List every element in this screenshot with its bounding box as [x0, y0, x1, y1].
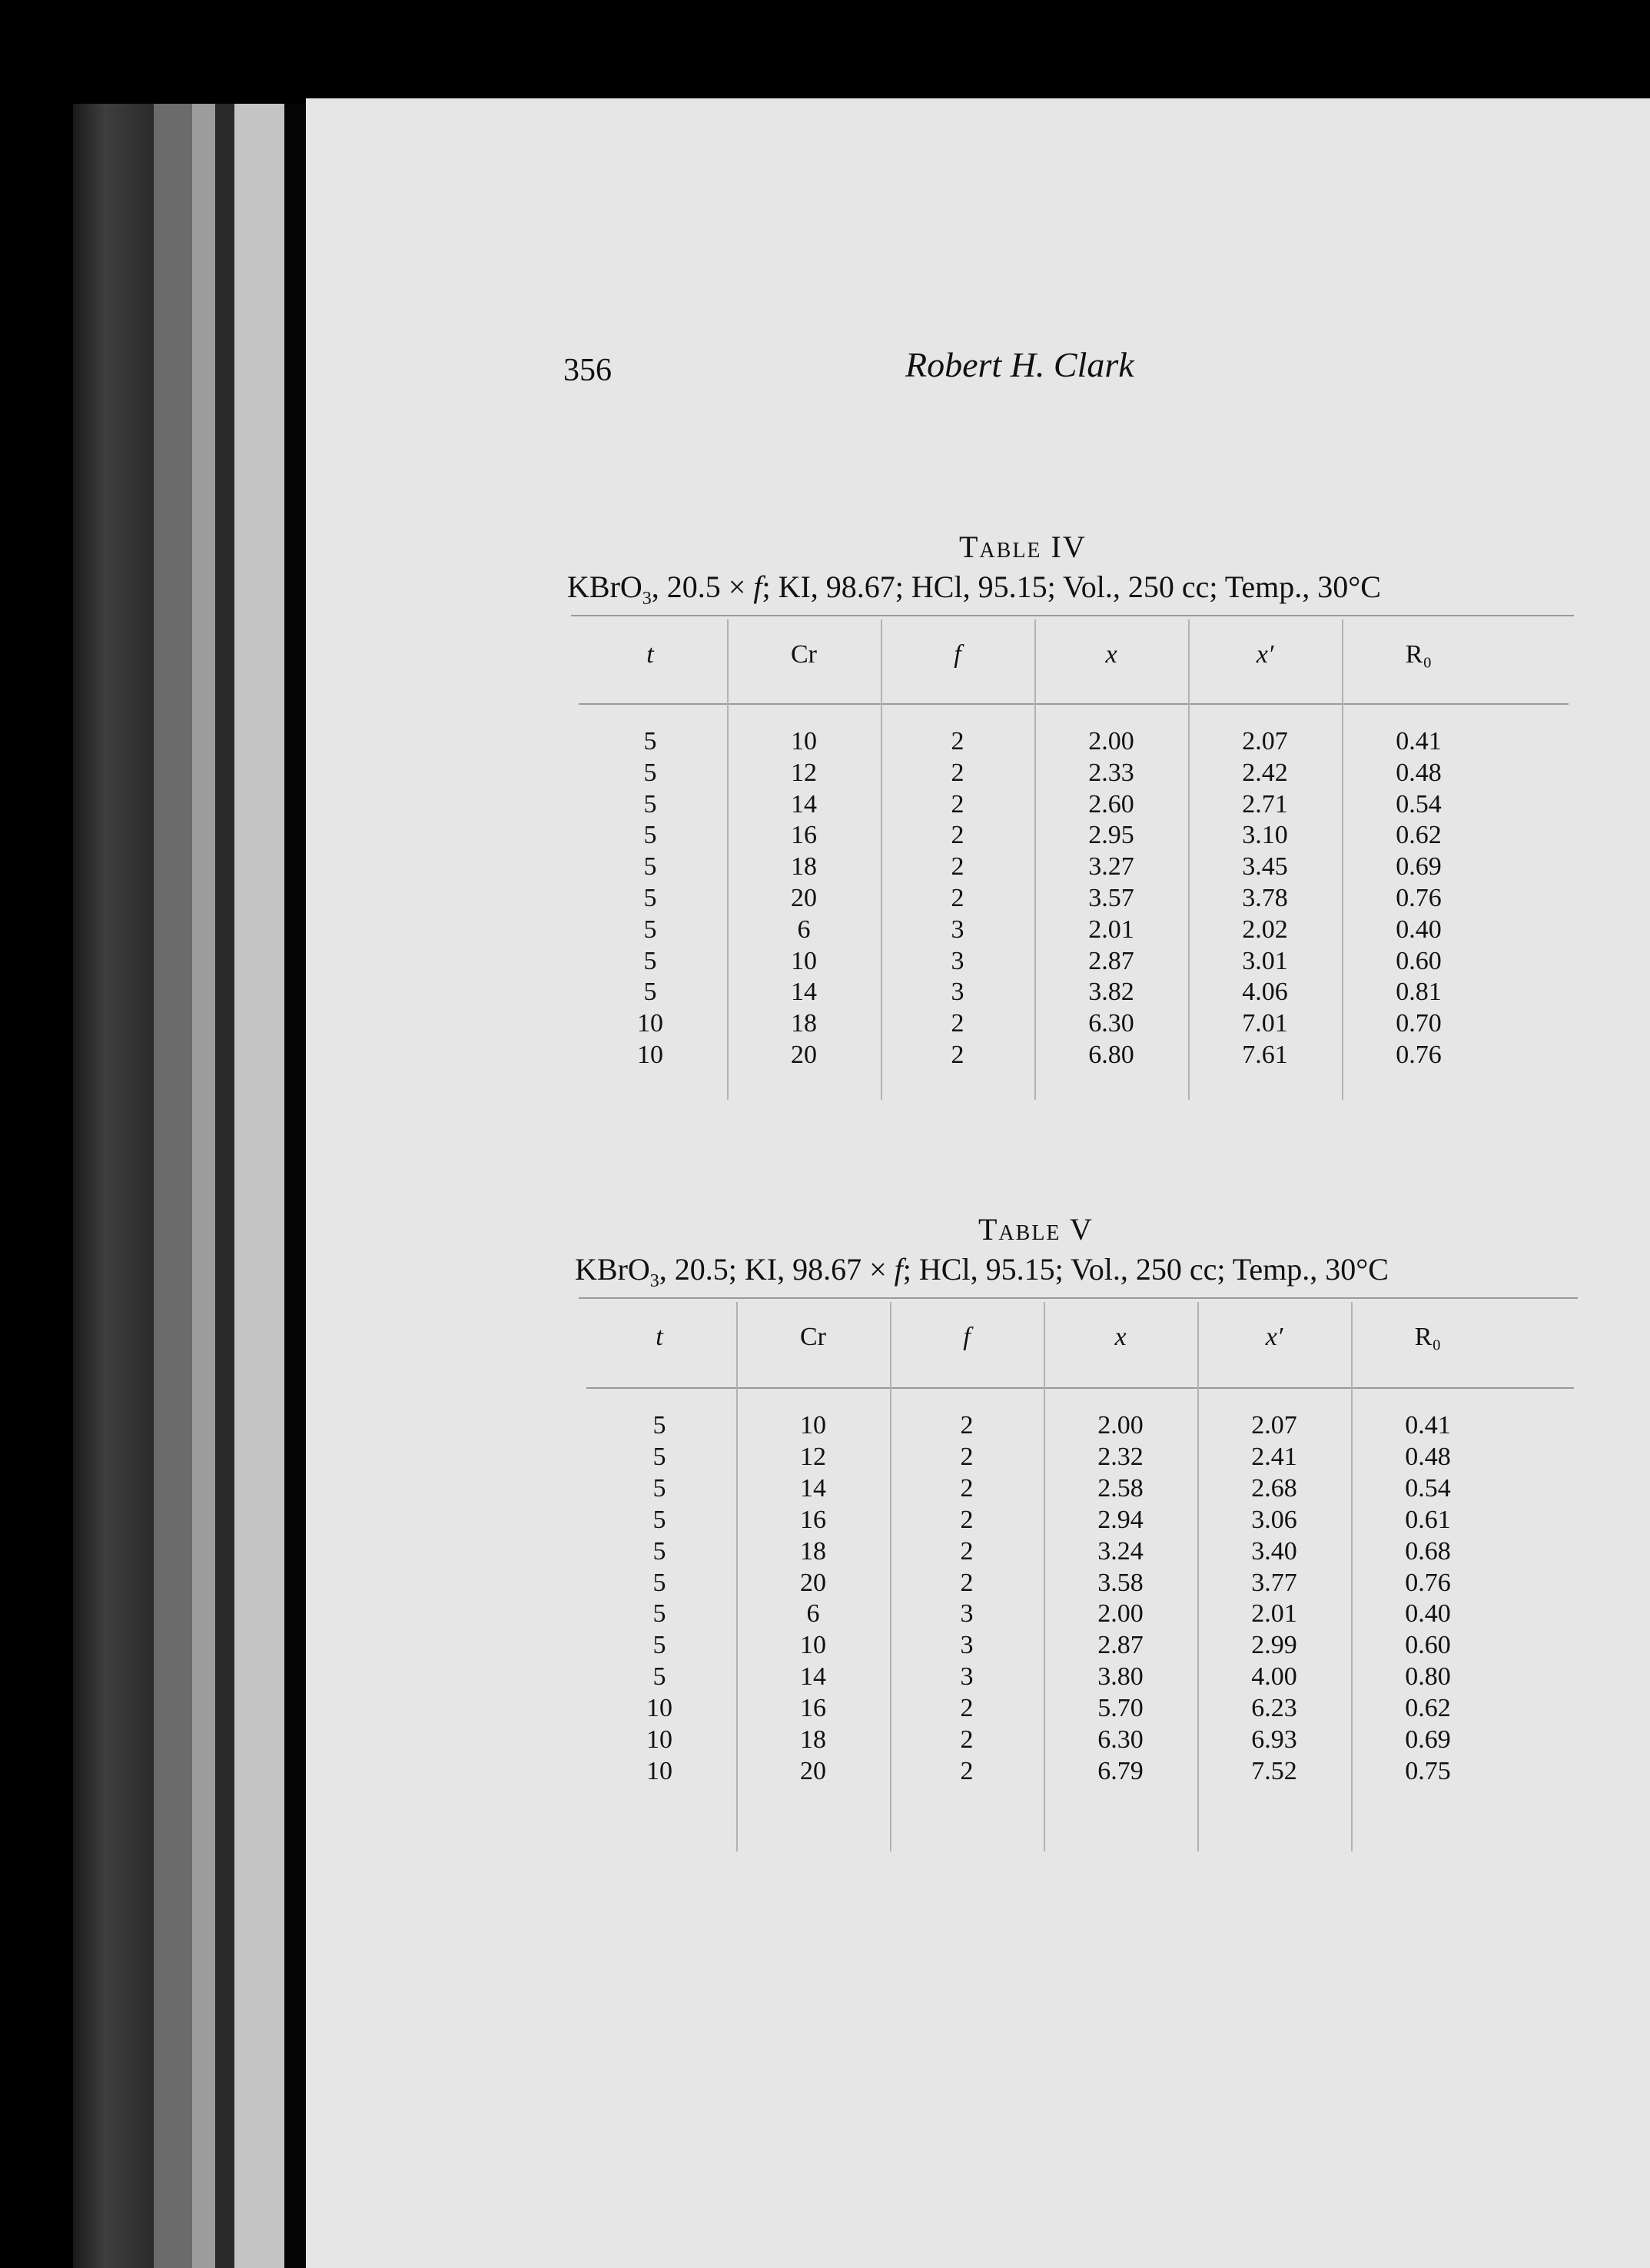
cell-t: 5	[652, 1536, 666, 1566]
caption-f-symbol: f	[894, 1252, 903, 1287]
cell-t: 5	[643, 978, 657, 1007]
cell-f: 2	[951, 727, 964, 755]
cell-cr: 18	[800, 1725, 826, 1754]
cell-x: 3.57	[1088, 884, 1134, 912]
cell-x: 2.01	[1088, 915, 1134, 944]
cell-x: 3.82	[1088, 978, 1134, 1007]
caption-text: , 20.5; KI, 98.67 ×	[659, 1252, 887, 1287]
column-header-x-prime: x′	[1265, 1323, 1283, 1351]
cell-r0: 0.41	[1405, 1411, 1451, 1439]
cell-t: 5	[643, 789, 657, 819]
cell-r0: 0.54	[1405, 1473, 1451, 1503]
cell-cr: 18	[791, 1009, 817, 1038]
cell-t: 5	[652, 1662, 666, 1692]
column-header-cr: Cr	[800, 1323, 826, 1351]
cell-f: 2	[960, 1473, 974, 1503]
cell-cr: 14	[791, 789, 817, 819]
column-header-f: f	[954, 640, 961, 669]
table-v	[306, 1211, 1650, 1903]
cell-cr: 10	[800, 1411, 826, 1439]
cell-x-prime: 2.71	[1242, 789, 1288, 819]
column-header-cr: Cr	[791, 640, 817, 669]
cell-t: 5	[643, 821, 657, 850]
cell-r0: 0.40	[1396, 915, 1442, 944]
cell-x-prime: 6.93	[1251, 1725, 1297, 1754]
cell-r0: 0.76	[1405, 1568, 1451, 1597]
cell-r0: 0.70	[1396, 1009, 1442, 1038]
cell-x-prime: 3.06	[1251, 1505, 1297, 1534]
cell-cr: 12	[791, 758, 817, 787]
cell-x-prime: 3.77	[1251, 1568, 1297, 1597]
cell-f: 2	[960, 1568, 974, 1597]
cell-t: 5	[643, 884, 657, 912]
cell-x: 6.80	[1088, 1041, 1134, 1069]
cell-r0: 0.80	[1405, 1662, 1451, 1692]
cell-cr: 6	[806, 1599, 820, 1629]
cell-x: 6.30	[1088, 1009, 1134, 1038]
cell-cr: 20	[791, 884, 817, 912]
cell-r0: 0.61	[1405, 1505, 1451, 1534]
caption-text: ; HCl, 95.15; Vol., 250 cc; Temp., 30°C	[902, 1252, 1389, 1287]
cell-t: 10	[637, 1041, 663, 1069]
table-top-rule	[571, 615, 1574, 616]
cell-f: 2	[951, 884, 964, 912]
cell-t: 5	[652, 1473, 666, 1503]
cell-x-prime: 3.40	[1251, 1536, 1297, 1566]
cell-f: 2	[960, 1411, 974, 1439]
cell-cr: 14	[800, 1662, 826, 1692]
cell-t: 5	[652, 1568, 666, 1597]
cell-x-prime: 2.07	[1251, 1411, 1297, 1439]
cell-x-prime: 4.06	[1242, 978, 1288, 1007]
cell-x-prime: 2.07	[1242, 727, 1288, 755]
cell-cr: 14	[791, 978, 817, 1007]
cell-r0: 0.41	[1396, 727, 1442, 755]
table-title: Table V	[978, 1212, 1094, 1247]
book-page	[306, 98, 1650, 2268]
cell-r0: 0.48	[1405, 1442, 1451, 1471]
cell-t: 5	[652, 1411, 666, 1439]
cell-x-prime: 7.01	[1242, 1009, 1288, 1038]
cell-x-prime: 3.45	[1242, 852, 1288, 882]
cell-x-prime: 2.68	[1251, 1473, 1297, 1503]
cell-r0: 0.81	[1396, 978, 1442, 1007]
column-header-r0: R₀	[1405, 640, 1433, 669]
cell-f: 2	[960, 1536, 974, 1566]
cell-cr: 10	[800, 1631, 826, 1660]
caption-f-symbol: f	[753, 569, 762, 604]
cell-f: 3	[960, 1599, 974, 1629]
cell-r0: 0.69	[1396, 852, 1442, 882]
cell-t: 5	[643, 915, 657, 944]
header-rule	[586, 1387, 1574, 1389]
cell-x-prime: 2.01	[1251, 1599, 1297, 1629]
cell-t: 10	[646, 1694, 672, 1723]
caption-text: ; KI, 98.67; HCl, 95.15; Vol., 250 cc; Temp., 30°C	[762, 569, 1381, 604]
page-number: 356	[563, 353, 612, 388]
cell-f: 3	[951, 978, 964, 1007]
table-caption	[567, 569, 1381, 609]
cell-x: 6.79	[1097, 1756, 1144, 1785]
cell-t: 5	[652, 1631, 666, 1660]
cell-t: 10	[637, 1009, 663, 1038]
cell-f: 3	[960, 1662, 974, 1692]
cell-cr: 10	[791, 946, 817, 975]
column-header-t: t	[656, 1323, 663, 1351]
cell-f: 2	[960, 1694, 974, 1723]
cell-f: 3	[960, 1631, 974, 1660]
cell-x: 2.33	[1088, 758, 1134, 787]
cell-t: 10	[646, 1725, 672, 1754]
cell-t: 5	[643, 946, 657, 975]
cell-x: 2.87	[1088, 946, 1134, 975]
cell-x: 2.00	[1097, 1411, 1144, 1439]
cell-x: 3.24	[1097, 1536, 1144, 1566]
cell-x: 2.87	[1097, 1631, 1144, 1660]
cell-x: 6.30	[1097, 1725, 1144, 1754]
cell-f: 2	[951, 1041, 964, 1069]
cell-cr: 14	[800, 1473, 826, 1503]
cell-r0: 0.76	[1396, 1041, 1442, 1069]
running-head: Robert H. Clark	[905, 345, 1134, 384]
column-header-t: t	[646, 640, 654, 669]
cell-f: 2	[951, 758, 964, 787]
cell-cr: 20	[800, 1568, 826, 1597]
caption-subscript: 3	[649, 1271, 659, 1291]
cell-f: 2	[960, 1725, 974, 1754]
cell-cr: 20	[791, 1041, 817, 1069]
cell-x-prime: 3.78	[1242, 884, 1288, 912]
cell-x: 2.60	[1088, 789, 1134, 819]
cell-x: 2.00	[1088, 727, 1134, 755]
cell-f: 2	[960, 1505, 974, 1534]
table-caption	[575, 1251, 1389, 1292]
cell-r0: 0.68	[1405, 1536, 1451, 1566]
cell-x-prime: 3.10	[1242, 821, 1288, 850]
column-header-x: x	[1114, 1323, 1127, 1351]
cell-f: 2	[951, 821, 964, 850]
cell-r0: 0.54	[1396, 789, 1442, 819]
column-header-r0: R₀	[1414, 1323, 1442, 1351]
cell-x: 5.70	[1097, 1694, 1144, 1723]
cell-cr: 12	[800, 1442, 826, 1471]
table-title: Table IV	[959, 530, 1087, 564]
cell-f: 2	[960, 1756, 974, 1785]
cell-f: 2	[960, 1442, 974, 1471]
table-iv	[306, 529, 1650, 1159]
column-header-x: x	[1105, 640, 1117, 669]
cell-cr: 16	[800, 1505, 826, 1534]
cell-x-prime: 3.01	[1242, 946, 1288, 975]
cell-r0: 0.60	[1396, 946, 1442, 975]
cell-r0: 0.62	[1396, 821, 1442, 850]
cell-cr: 16	[800, 1694, 826, 1723]
cell-f: 2	[951, 852, 964, 882]
cell-t: 5	[652, 1442, 666, 1471]
cell-x: 3.58	[1097, 1568, 1144, 1597]
column-header-x-prime: x′	[1256, 640, 1274, 669]
cell-r0: 0.76	[1396, 884, 1442, 912]
cell-t: 10	[646, 1756, 672, 1785]
cell-cr: 18	[791, 852, 817, 882]
cell-x-prime: 4.00	[1251, 1662, 1297, 1692]
cell-cr: 6	[797, 915, 811, 944]
caption-text: , 20.5 ×	[651, 569, 746, 604]
cell-x-prime: 7.61	[1242, 1041, 1288, 1069]
cell-x: 2.94	[1097, 1505, 1144, 1534]
cell-x-prime: 7.52	[1251, 1756, 1297, 1785]
cell-r0: 0.40	[1405, 1599, 1451, 1629]
cell-r0: 0.48	[1396, 758, 1442, 787]
cell-cr: 20	[800, 1756, 826, 1785]
cell-r0: 0.62	[1405, 1694, 1451, 1723]
column-header-f: f	[963, 1323, 971, 1351]
cell-f: 3	[951, 915, 964, 944]
cell-t: 5	[643, 852, 657, 882]
table-top-rule	[579, 1297, 1578, 1299]
cell-r0: 0.60	[1405, 1631, 1451, 1660]
cell-x-prime: 2.99	[1251, 1631, 1297, 1660]
cell-cr: 10	[791, 727, 817, 755]
cell-x: 3.80	[1097, 1662, 1144, 1692]
cell-x-prime: 6.23	[1251, 1694, 1297, 1723]
cell-x-prime: 2.02	[1242, 915, 1288, 944]
cell-cr: 18	[800, 1536, 826, 1566]
cell-cr: 16	[791, 821, 817, 850]
cell-x: 2.00	[1097, 1599, 1144, 1629]
cell-f: 2	[951, 789, 964, 819]
caption-text: KBrO	[567, 569, 642, 604]
cell-t: 5	[643, 727, 657, 755]
cell-t: 5	[652, 1599, 666, 1629]
cell-f: 2	[951, 1009, 964, 1038]
caption-text: KBrO	[575, 1252, 650, 1287]
cell-x: 2.58	[1097, 1473, 1144, 1503]
cell-r0: 0.75	[1405, 1756, 1451, 1785]
cell-f: 3	[951, 946, 964, 975]
cell-x-prime: 2.42	[1242, 758, 1288, 787]
cell-x-prime: 2.41	[1251, 1442, 1297, 1471]
cell-x: 3.27	[1088, 852, 1134, 882]
cell-t: 5	[643, 758, 657, 787]
cell-x: 2.32	[1097, 1442, 1144, 1471]
cell-t: 5	[652, 1505, 666, 1534]
caption-subscript: 3	[642, 589, 652, 609]
cell-x: 2.95	[1088, 821, 1134, 850]
cell-r0: 0.69	[1405, 1725, 1451, 1754]
